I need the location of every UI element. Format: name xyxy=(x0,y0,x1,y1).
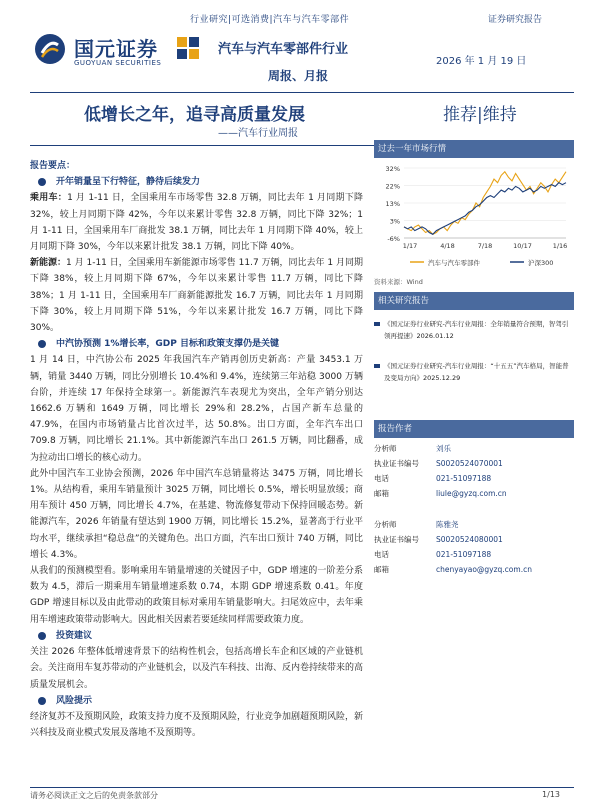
report-summary xyxy=(30,158,363,741)
logo-english-name: GUOYUAN SECURITIES xyxy=(74,59,162,67)
analyst-role-label: 分析师 xyxy=(374,444,397,453)
market-chart xyxy=(374,160,574,275)
bullet-icon xyxy=(38,340,46,348)
x-tick-label: 4/18 xyxy=(440,242,455,250)
related-report-title[interactable]: 《国元证券行业研究-汽车行业周报：“十五五”汽车格局，智能普及变局方向》2025.12.29 xyxy=(384,362,569,382)
rating-badge: 推荐|维持 xyxy=(443,105,517,125)
analyst-card xyxy=(374,517,574,577)
legend-label: 汽车与汽车零部件 xyxy=(428,259,480,267)
paragraph-nev xyxy=(30,255,363,336)
section-heading-text: 风险提示 xyxy=(56,695,93,706)
logo-mark-icon xyxy=(34,33,66,65)
report-frequency: 周报、月报 xyxy=(268,69,329,83)
chart-source: 资料来源：Wind xyxy=(374,278,423,286)
y-tick-label: 13% xyxy=(385,200,400,208)
report-date: 2026 年 1 月 19 日 xyxy=(436,56,527,67)
email-link[interactable]: liule@gyzq.com.cn xyxy=(436,489,507,498)
page-number: 1/13 xyxy=(542,790,560,799)
category-breadcrumb: 行业研究|可选消费|汽车与汽车零部件 xyxy=(190,15,350,25)
section-heading-text: 投资建议 xyxy=(56,630,93,641)
paragraph-lead: 新能源： xyxy=(30,258,67,269)
email-link[interactable]: chenyayao@gyzq.com.cn xyxy=(436,565,532,574)
analyst-card xyxy=(374,441,574,501)
market-chart-svg xyxy=(374,160,574,275)
paragraph-forecast: 此外中国汽车工业协会预测，2026 年中国汽车总销量将达 3475 万辆，同比增长 1%。从结构看，乘用车销量预计 3025 万辆，同比增长 0.5%，增长明显放缓；商用车预计 450 万辆，同比增长 4.7%，在基建、物流修复带动下保持回暖态势。新能源汽车，2026 年销量有望达到 1900 万辆，同比增长 15.2%，显著高于行业平均水平，继续承担“稳总盘”的关键角色。出口方面，汽车出口预计 740 万辆，同比增长 4.3%。 xyxy=(30,468,363,560)
series-line xyxy=(404,183,566,235)
x-tick-label: 1/16 xyxy=(552,242,568,250)
market-chart-heading: 过去一年市场行情 xyxy=(374,140,574,158)
report-header xyxy=(0,0,600,92)
legend-label: 沪深300 xyxy=(528,259,554,267)
analyst-section xyxy=(374,420,574,577)
related-report-item[interactable] xyxy=(374,318,574,342)
x-tick-label: 7/18 xyxy=(477,242,493,250)
x-tick-label: 10/17 xyxy=(513,242,532,250)
bullet-icon xyxy=(38,697,46,705)
paragraph-risk: 经济复苏不及预期风险，政策支持力度不及预期风险，行业竞争加剧超预期风险，新兴科技及商业模式发展及落地不及预期等。 xyxy=(30,711,364,739)
y-tick-label: -6% xyxy=(387,235,400,243)
phone-label: 电话 xyxy=(374,474,389,483)
footer-divider xyxy=(30,787,574,788)
cert-number: S0020524070001 xyxy=(436,459,503,468)
cert-label: 执业证书编号 xyxy=(374,459,419,468)
summary-heading: 报告要点： xyxy=(30,161,76,171)
related-reports xyxy=(374,292,574,384)
related-report-item[interactable] xyxy=(374,360,574,384)
sidebar xyxy=(374,140,574,577)
paragraph-text: 1 月 1-11 日，全国乘用车新能源市场零售 11.7 万辆，同比去年 1 月同期下降 38%，较上月同期下降 67%，今年以来累计零售 11.7 万辆，同比下降 38%；1 月 1-11 日，全国乘用车厂商新能源批发 16.7 万辆，同比去年 1 月同期下降 30%，较上月同期下降 51%，今年以来累计批发 16.7 万辆，同比下降 30%。 xyxy=(30,258,363,334)
page-title: 低增长之年，追寻高质量发展 xyxy=(84,105,305,125)
email-label: 邮箱 xyxy=(374,489,389,498)
phone-label: 电话 xyxy=(374,550,389,559)
bullet-icon xyxy=(374,364,380,368)
analyst-heading: 报告作者 xyxy=(374,420,574,438)
y-tick-label: 32% xyxy=(385,165,400,173)
paragraph-passenger xyxy=(30,190,363,255)
x-tick-label: 1/17 xyxy=(402,242,418,250)
y-tick-label: 3% xyxy=(389,217,400,226)
phone-number: 021-51097188 xyxy=(436,474,492,483)
section-heading-investment xyxy=(30,628,363,644)
report-type: 证券研究报告 xyxy=(487,15,542,25)
y-tick-label: 22% xyxy=(385,182,400,191)
related-report-title[interactable]: 《国元证券行业研究-汽车行业周报：全年销量符合预期，智驾引领再提速》2026.01.12 xyxy=(384,320,569,340)
paragraph-model: 从我们的预测模型看。影响乘用车销量增速的关键因子中，GDP 增速的一阶差分系数为 4.5，滞后一期乘用车销量增速系数 0.74，本期 GDP 增速系数 0.41。年度 GDP 增速目标以及由此带动的政策目标对乘用车销量影响大。扫尾效应中，去年乘用车增速政策带动影响大。因此相关因素若要延续同样需要政策力度。 xyxy=(30,566,363,625)
cert-label: 执业证书编号 xyxy=(374,535,419,544)
bullet-icon xyxy=(374,322,380,326)
paragraph-caam: 1 月 14 日，中汽协公布 2025 年我国汽车产销再创历史新高：产量 3453.1 万辆，销量 3440 万辆，同比分别增长 10.4%和 9.4%，连续第三年站稳 3000 万辆台阶，并连续 17 年保持全球第一。新能源汽车表现尤为突出，全年产销分别达 1662.6 万辆和 1649 万辆，同比增长 29%和 28.2%，占国产新车总量的 47.9%，在国内市场销量占比首次过半，达 50.8%。出口方面，全年汽车出口 709.8 万辆，同比增长 21.1%。其中新能源汽车出口 261.5 万辆，同比翻番，成为拉动出口增长的核心动力。 xyxy=(30,355,363,463)
paragraph-text: 1 月 1-11 日，全国乘用车市场零售 32.8 万辆，同比去年 1 月同期下降 32%，较上月同期下降 42%，今年以来累计零售 32.8 万辆，同比下降 32%；1 月 1-11 日，全国乘用车厂商批发 38.1 万辆，同比去年 1 月同期下降 40%，较上月同期下降 30%，今年以来累计批发 38.1 万辆，同比下降 40%。 xyxy=(30,193,363,253)
disclaimer: 请务必阅读正文之后的免责条款部分 xyxy=(30,791,158,800)
section-heading-sales xyxy=(30,174,363,190)
cert-number: S0020524080001 xyxy=(436,535,503,544)
analyst-name: 陈雅尧 xyxy=(436,520,459,529)
section-heading-risk xyxy=(30,693,363,709)
logo-squares-icon xyxy=(177,37,199,59)
bullet-icon xyxy=(38,178,46,186)
header-divider xyxy=(30,92,574,93)
industry-name: 汽车与汽车零部件行业 xyxy=(218,42,349,57)
analyst-name: 刘乐 xyxy=(436,444,451,453)
bullet-icon xyxy=(38,632,46,640)
analyst-role-label: 分析师 xyxy=(374,520,397,529)
logo-name: 国元证券 xyxy=(74,37,158,61)
section-heading-text: 开年销量呈下行特征，静待后续发力 xyxy=(56,177,201,188)
page-subtitle: ——汽车行业周报 xyxy=(218,128,298,139)
paragraph-investment: 关注 2026 年整体低增速背景下的结构性机会，包括高增长车企和区域的产业链机会。关注商用车复苏带动的产业链机会，以及汽车科技、出海、反内卷持续带来的高质量发展机会。 xyxy=(30,647,364,690)
section-heading-forecast xyxy=(30,336,363,352)
company-logo xyxy=(34,33,194,71)
paragraph-lead: 乘用车： xyxy=(30,193,68,204)
email-label: 邮箱 xyxy=(374,565,389,574)
section-heading-text: 中汽协预测 1%增长率，GDP 目标和政策支撑仍是关键 xyxy=(56,339,280,350)
related-reports-heading: 相关研究报告 xyxy=(374,292,574,310)
phone-number: 021-51097188 xyxy=(436,550,492,559)
